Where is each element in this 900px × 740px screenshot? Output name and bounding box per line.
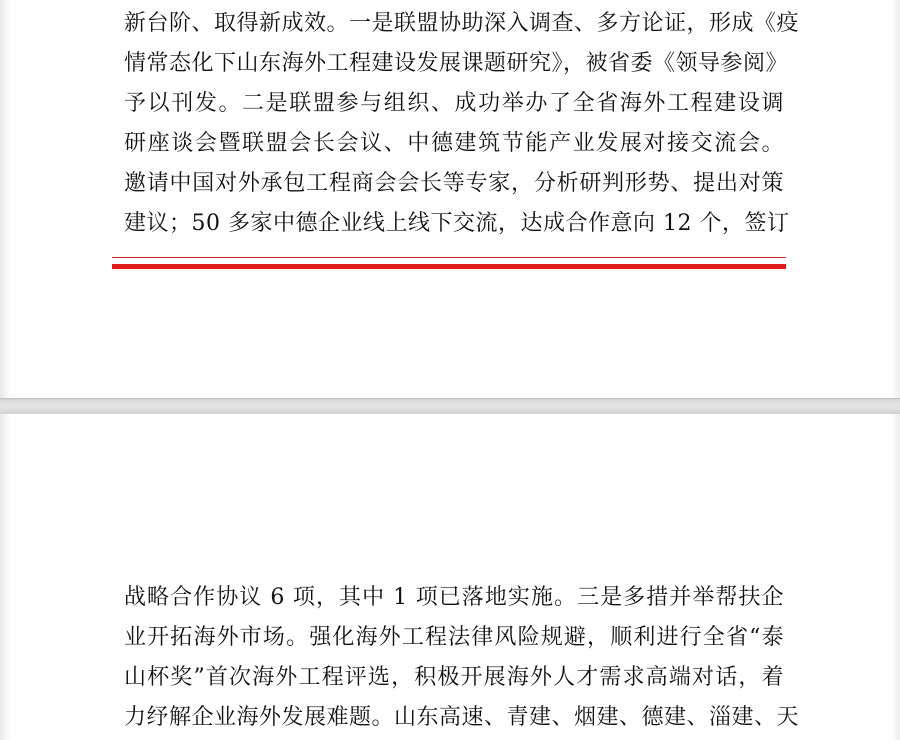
text-line: 山杯奖”首次海外工程评选，积极开展海外人才需求高端对话，着: [124, 665, 784, 690]
text-line: 建议；50 多家中德企业线上线下交流，达成合作意向 12 个，签订: [124, 211, 790, 236]
text-line: 研座谈会暨联盟会长会议、中德建筑节能产业发展对接交流会。: [124, 131, 784, 156]
document-page-lower: [0, 414, 900, 740]
footer-rule-thin: [112, 257, 786, 258]
text-line: 邀请中国对外承包工程商会会长等专家，分析研判形势、提出对策: [124, 171, 784, 196]
text-line: 业开拓海外市场。强化海外工程法律风险规避，顺利进行全省“泰: [124, 625, 784, 650]
page-edge-shadow: [892, 414, 900, 740]
page-edge-shadow: [0, 0, 10, 398]
footer-rule-thick: [112, 264, 786, 269]
body-text-upper: [124, 4, 800, 244]
text-line: 予以刊发。二是联盟参与组织、成功举办了全省海外工程建设调: [124, 91, 784, 116]
page-edge-shadow: [0, 414, 10, 740]
text-line: 新台阶、取得新成效。一是联盟协助深入调查、多方论证，形成《疫: [124, 11, 800, 36]
page-edge-shadow: [892, 0, 900, 398]
text-line: 战略合作协议 6 项，其中 1 项已落地实施。三是多措并举帮扶企: [124, 585, 784, 610]
body-text-lower: [124, 578, 800, 738]
text-line: 力纾解企业海外发展难题。山东高速、青建、烟建、德建、淄建、天: [124, 705, 800, 730]
text-line: 情常态化下山东海外工程建设发展课题研究》，被省委《领导参阅》: [124, 51, 789, 76]
page-separator: [0, 398, 900, 414]
